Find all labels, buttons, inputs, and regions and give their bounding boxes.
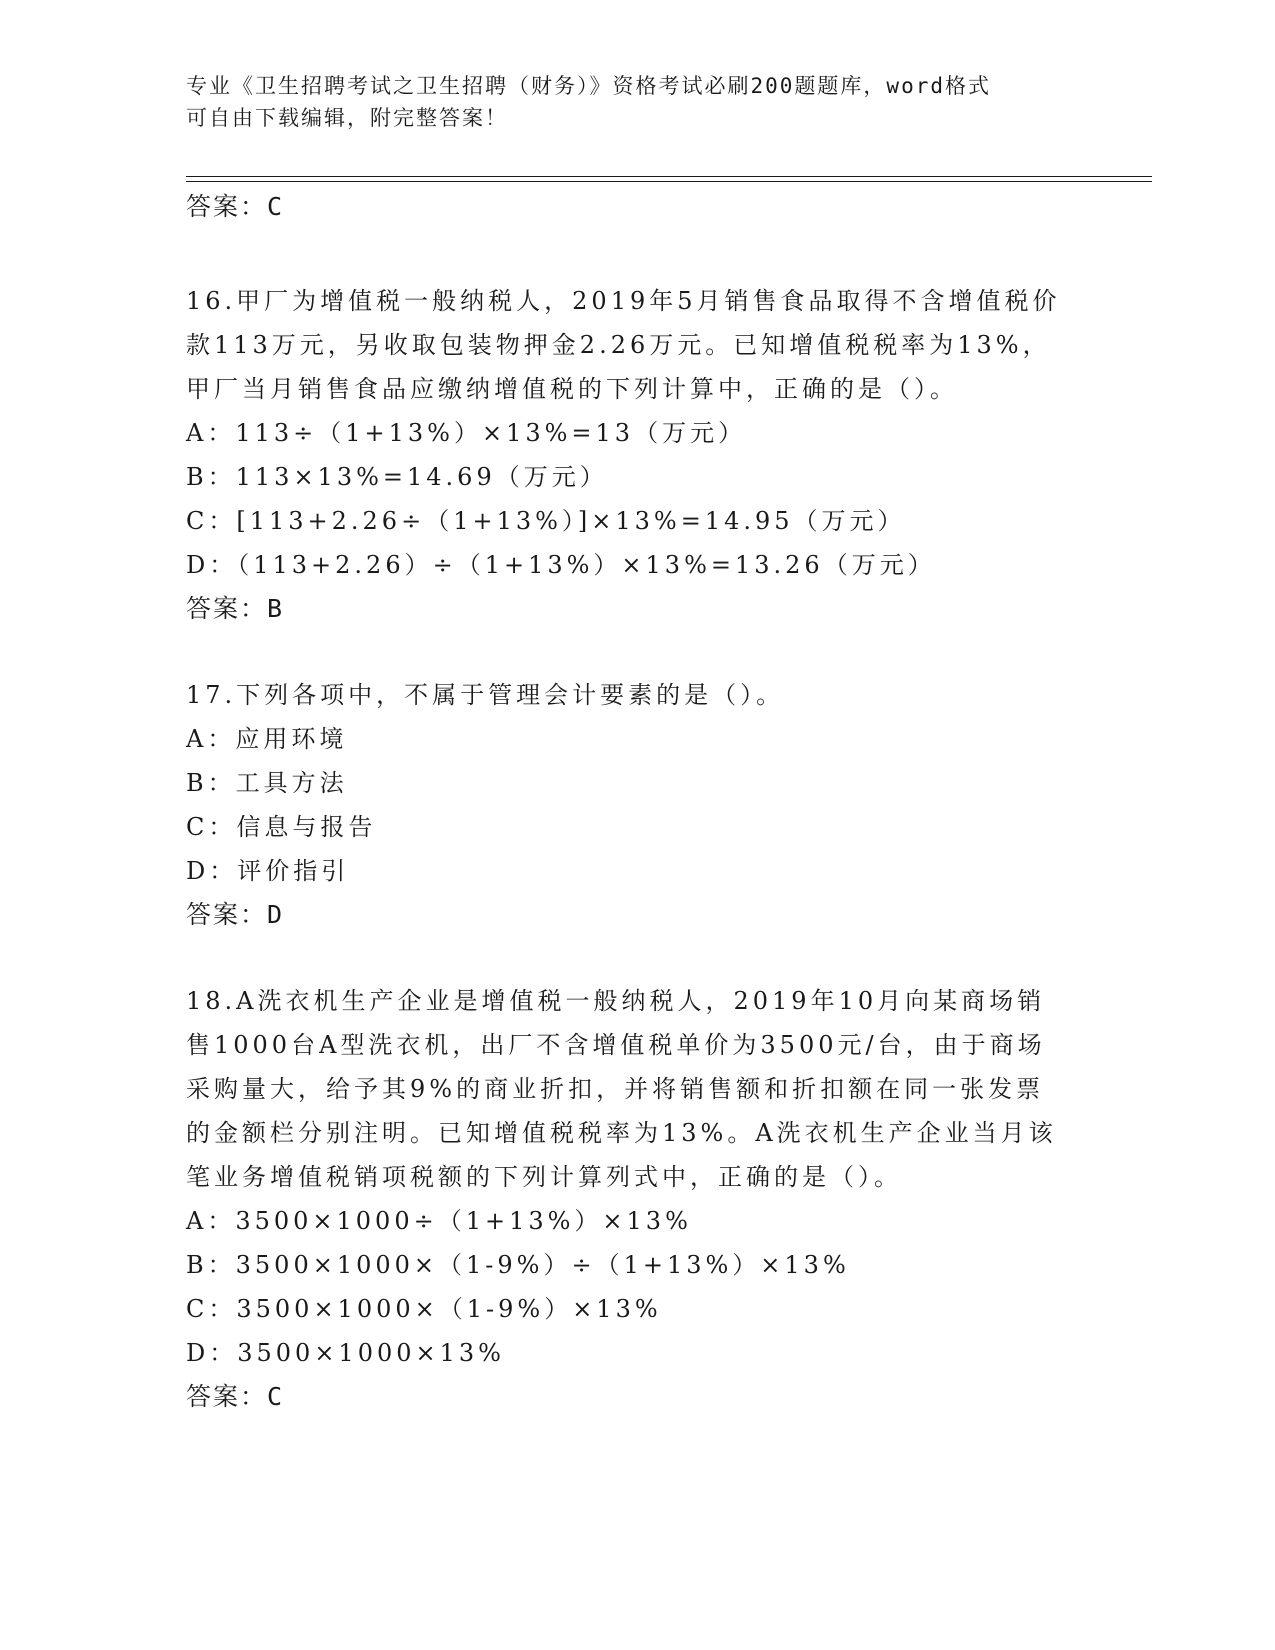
q18-option-a: A：3500×1000÷（1+13%）×13% — [186, 1207, 692, 1235]
header-line-2: 可自由下载编辑，附完整答案！ — [186, 106, 508, 130]
answer-15: 答案：C — [186, 192, 285, 221]
q16-text-line-2: 款113万元，另收取包装物押金2.26万元。已知增值税税率为13%， — [186, 331, 1051, 359]
q18-option-d: D：3500×1000×13% — [186, 1339, 505, 1367]
q18-text-line-5: 笔业务增值税销项税额的下列计算列式中，正确的是（）。 — [186, 1163, 902, 1191]
q17-option-d: D：评价指引 — [186, 857, 350, 885]
header-divider-top — [186, 176, 1152, 177]
q18-text-line-3: 采购量大，给予其9%的商业折扣，并将销售额和折扣额在同一张发票 — [186, 1075, 1045, 1103]
q17-text-line-1: 17.下列各项中，不属于管理会计要素的是（）。 — [186, 681, 785, 709]
q16-text-line-3: 甲厂当月销售食品应缴纳增值税的下列计算中，正确的是（）。 — [186, 375, 958, 403]
document-header — [186, 70, 1066, 134]
header-divider-bottom — [186, 181, 1152, 182]
q18-text-line-1: 18.A洗衣机生产企业是增值税一般纳税人，2019年10月向某商场销 — [186, 987, 1046, 1015]
q18-option-b: B：3500×1000×（1-9%）÷（1+13%）×13% — [186, 1251, 850, 1279]
q17-option-b: B：工具方法 — [186, 769, 348, 797]
q17-option-a: A：应用环境 — [186, 725, 348, 753]
q18-answer: 答案：C — [186, 1382, 285, 1411]
q17-answer: 答案：D — [186, 900, 285, 929]
q16-option-b: B：113×13%=14.69（万元） — [186, 463, 608, 491]
header-line-1: 专业《卫生招聘考试之卫生招聘（财务）》资格考试必刷200题题库，word格式 — [186, 74, 991, 98]
q18-option-c: C：3500×1000×（1-9%）×13% — [186, 1295, 662, 1323]
q16-text-line-1: 16.甲厂为增值税一般纳税人，2019年5月销售食品取得不含增值税价 — [186, 287, 1061, 315]
q16-answer: 答案：B — [186, 594, 285, 623]
q16-option-c: C：[113+2.26÷（1+13%）]×13%=14.95（万元） — [186, 507, 906, 535]
q17-option-c: C：信息与报告 — [186, 813, 377, 841]
q16-option-a: A：113÷（1+13%）×13%=13（万元） — [186, 419, 747, 447]
q18-text-line-4: 的金额栏分别注明。已知增值税税率为13%。A洗衣机生产企业当月该 — [186, 1119, 1057, 1147]
q16-option-d: D：（113+2.26）÷（1+13%）×13%=13.26（万元） — [186, 551, 936, 579]
q18-text-line-2: 售1000台A型洗衣机，出厂不含增值税单价为3500元/台，由于商场 — [186, 1031, 1046, 1059]
